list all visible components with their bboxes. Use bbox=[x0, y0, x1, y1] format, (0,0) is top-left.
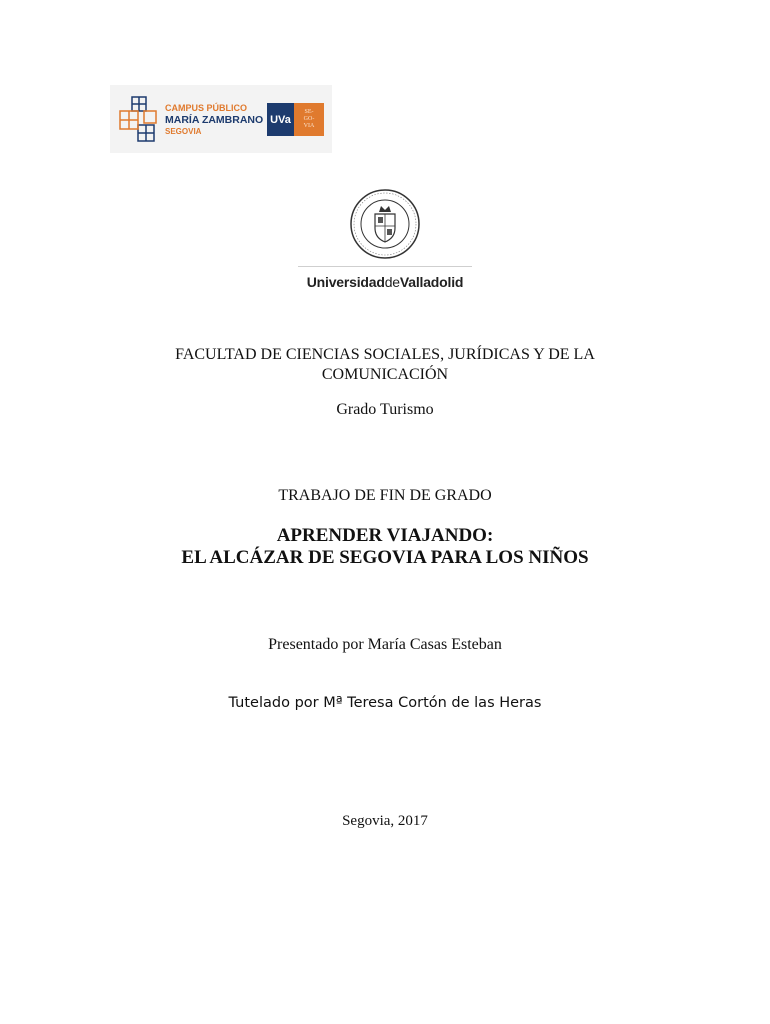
work-type: TRABAJO DE FIN DE GRADO bbox=[278, 487, 492, 504]
campus-grid-icon bbox=[118, 95, 160, 147]
campus-line2: MARÍA ZAMBRANO bbox=[165, 114, 264, 126]
author-line: Presentado por María Casas Esteban bbox=[268, 636, 502, 653]
university-name-part: de bbox=[384, 274, 400, 290]
faculty-name bbox=[0, 345, 770, 385]
campus-line3: SEGOVIA bbox=[165, 127, 202, 136]
uva-badge: UVa bbox=[267, 103, 294, 136]
university-name bbox=[0, 274, 770, 290]
segovia-badge-line: GO- bbox=[303, 116, 315, 122]
segovia-badge-line: VIA bbox=[303, 123, 315, 129]
faculty-line: COMUNICACIÓN bbox=[321, 366, 449, 383]
title-line: EL ALCÁZAR DE SEGOVIA PARA LOS NIÑOS bbox=[181, 547, 589, 568]
university-name-part: Valladolid bbox=[399, 274, 464, 290]
tutor-line: Tutelado por Mª Teresa Cortón de las Heras bbox=[228, 695, 542, 711]
segovia-badge-line: SE- bbox=[304, 109, 314, 115]
university-seal-icon bbox=[349, 188, 421, 260]
segovia-badge bbox=[294, 103, 324, 136]
title-line: APRENDER VIAJANDO: bbox=[276, 525, 494, 546]
thesis-title bbox=[0, 525, 770, 569]
campus-name bbox=[165, 102, 263, 138]
faculty-line: FACULTAD DE CIENCIAS SOCIALES, JURÍDICAS Y DE LA bbox=[175, 346, 595, 363]
place-date: Segovia, 2017 bbox=[342, 813, 428, 829]
campus-line1: CAMPUS PÚBLICO bbox=[165, 103, 248, 113]
degree-name: Grado Turismo bbox=[336, 401, 434, 418]
seal-divider bbox=[298, 266, 472, 267]
university-name-part: Universidad bbox=[306, 274, 385, 290]
